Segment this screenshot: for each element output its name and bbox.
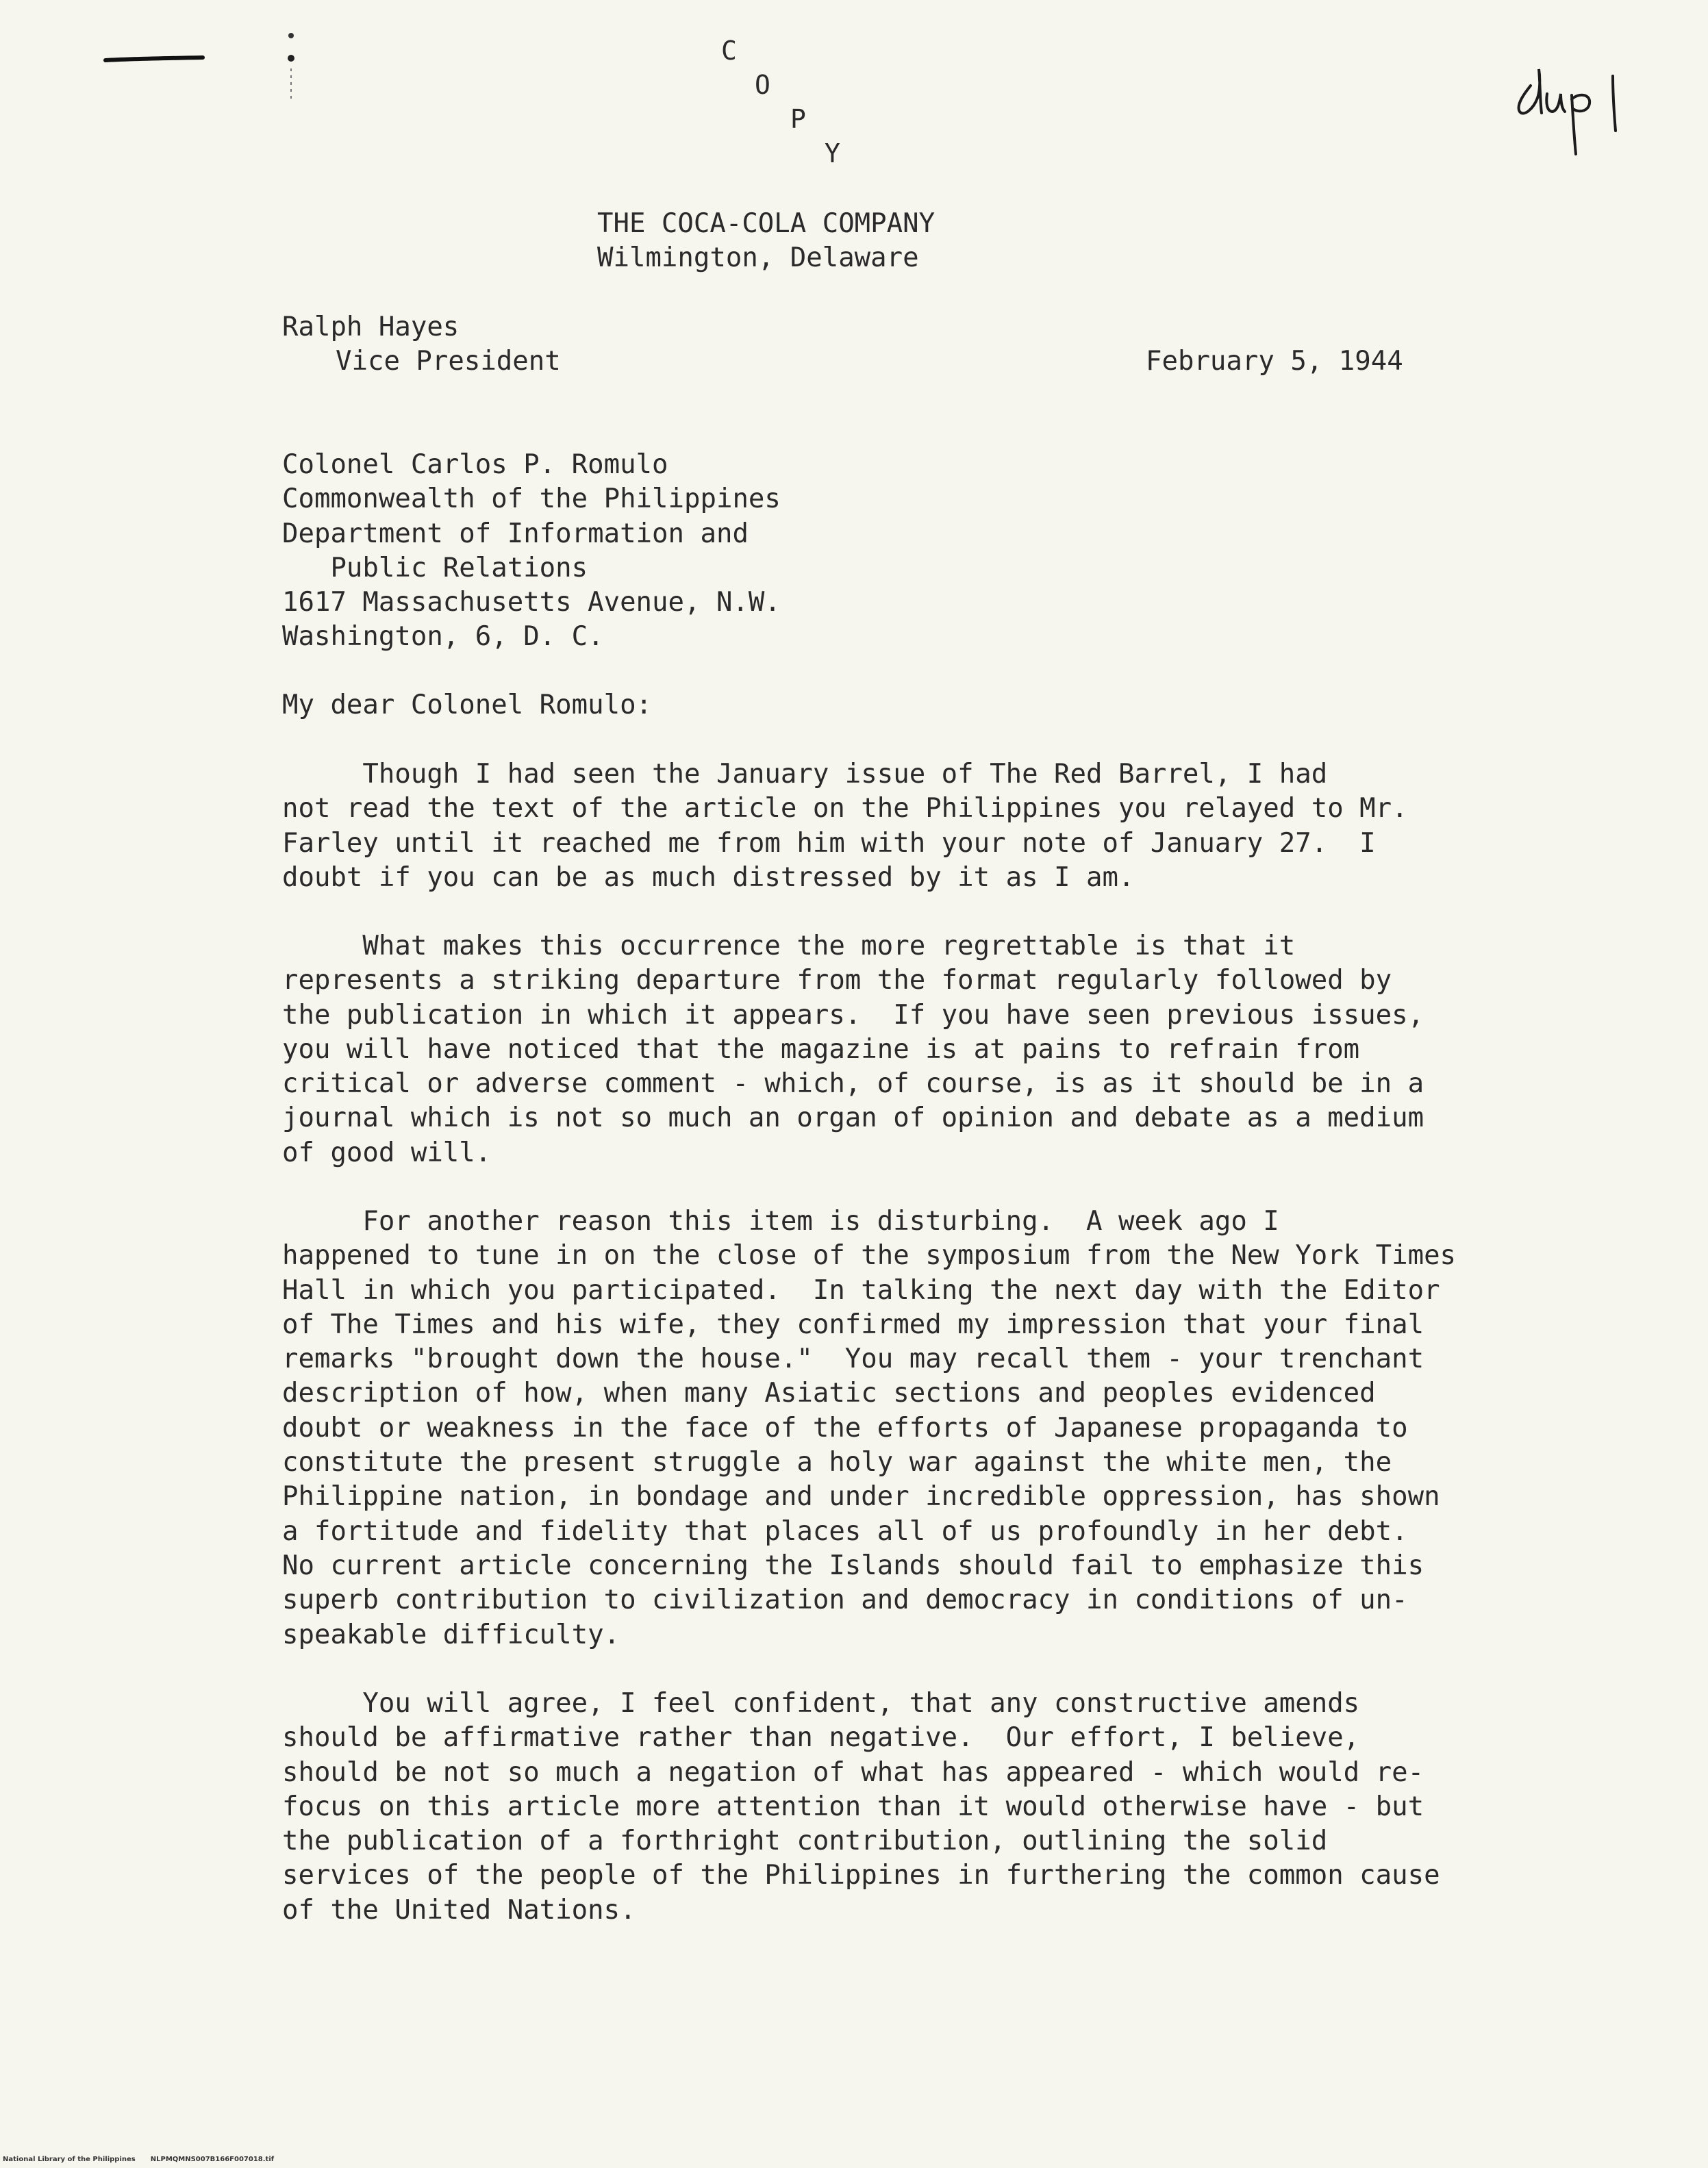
text-line: focus on this article more attention than it would otherwise have - but: [282, 1791, 1424, 1822]
address-line: Public Relations: [282, 552, 588, 583]
text-line: the publication in which it appears. If you have seen previous issues,: [282, 999, 1424, 1031]
text-line: happened to tune in on the close of the symposium from the New York Times: [282, 1240, 1457, 1272]
text-line: description of how, when many Asiatic sections and peoples evidenced: [282, 1378, 1376, 1409]
text-line: should be not so much a negation of what has appeared - which would re-: [282, 1756, 1424, 1788]
text-line: What makes this occurrence the more regrettable is that it: [282, 931, 1296, 961]
body-paragraph: [282, 1687, 1440, 1928]
text-line: constitute the present struggle a holy war against the white men, the: [282, 1447, 1392, 1478]
letter-date: February 5, 1944: [1146, 346, 1403, 377]
text-line: critical or adverse comment - which, of course, is as it should be in a: [282, 1068, 1424, 1100]
text-line: should be affirmative rather than negative. Our effort, I believe,: [282, 1722, 1360, 1754]
text-line: For another reason this item is disturbing. A week ago I: [282, 1206, 1279, 1237]
copy-stamp-letter: C: [721, 36, 737, 66]
recipient-address: [282, 448, 781, 655]
copy-stamp-letter: P: [790, 104, 806, 134]
text-line: you will have noticed that the magazine is at pains to refrain from: [282, 1033, 1360, 1065]
footer-file-id: NLPMQMNS007B166F007018.tif: [150, 2156, 275, 2163]
text-line: of the United Nations.: [282, 1894, 636, 1926]
address-line: Commonwealth of the Philippines: [282, 483, 781, 515]
text-line: represents a striking departure from the format regularly followed by: [282, 965, 1392, 996]
text-line: doubt if you can be as much distressed by it as I am.: [282, 861, 1135, 893]
text-line: a fortitude and fidelity that places all of us profoundly in her debt.: [282, 1515, 1408, 1547]
text-line: journal which is not so much an organ of opinion and debate as a medium: [282, 1102, 1424, 1134]
address-line: Colonel Carlos P. Romulo: [282, 449, 668, 480]
scan-footer: [3, 2156, 289, 2163]
salutation: My dear Colonel Romulo:: [282, 690, 653, 720]
text-line: You will agree, I feel confident, that any constructive amends: [282, 1688, 1360, 1719]
address-line: Department of Information and: [282, 518, 749, 549]
text-line: speakable difficulty.: [282, 1619, 620, 1650]
text-line: not read the text of the article on the Philippines you relayed to Mr.: [282, 793, 1408, 824]
copy-stamp-letter: O: [755, 70, 770, 100]
address-line: Washington, 6, D. C.: [282, 621, 604, 653]
sender-name: Ralph Hayes: [282, 312, 460, 342]
text-line: remarks "brought down the house." You may recall them - your trenchant: [282, 1344, 1424, 1375]
footer-library: National Library of the Philippines: [3, 2156, 136, 2163]
text-line: Though I had seen the January issue of The Red Barrel, I had: [282, 759, 1328, 790]
sender-title: Vice President: [336, 346, 561, 377]
text-line: No current article concerning the Islands should fail to emphasize this: [282, 1550, 1424, 1581]
text-line: the publication of a forthright contribution, outlining the solid: [282, 1826, 1328, 1857]
address-line: 1617 Massachusetts Avenue, N.W.: [282, 587, 781, 618]
text-line: services of the people of the Philippines in furthering the common cause: [282, 1860, 1440, 1891]
handwritten-note: [1510, 65, 1633, 168]
punch-dots-mark: [281, 27, 301, 110]
text-line: of good will.: [282, 1137, 492, 1168]
letterhead-location: Wilmington, Delaware: [597, 242, 919, 273]
text-line: superb contribution to civilization and democracy in conditions of un-: [282, 1585, 1408, 1616]
body-paragraph: [282, 1205, 1456, 1652]
copy-stamp-letter: Y: [825, 138, 840, 168]
body-paragraph: [282, 757, 1408, 895]
ink-dash-mark: [103, 52, 205, 66]
text-line: Hall in which you participated. In talking the next day with the Editor: [282, 1274, 1440, 1306]
letterhead-company: THE COCA-COLA COMPANY: [597, 208, 935, 239]
text-line: Farley until it reached me from him with your note of January 27. I: [282, 827, 1376, 859]
text-line: of The Times and his wife, they confirmed my impression that your final: [282, 1309, 1424, 1340]
body-paragraph: [282, 929, 1424, 1170]
text-line: Philippine nation, in bondage and under incredible oppression, has shown: [282, 1481, 1440, 1513]
text-line: doubt or weakness in the face of the efforts of Japanese propaganda to: [282, 1412, 1408, 1444]
